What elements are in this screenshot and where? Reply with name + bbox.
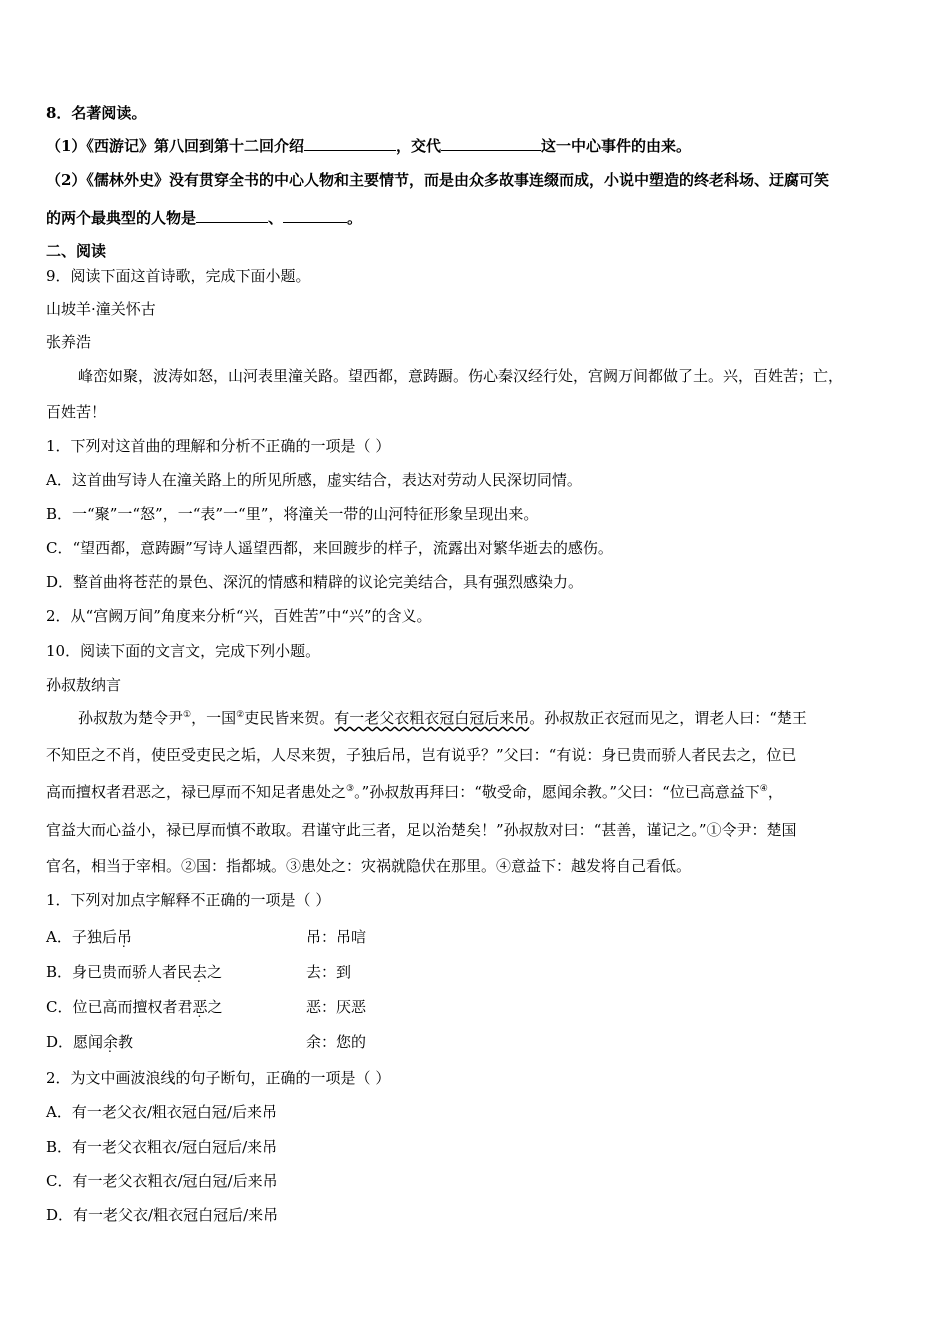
q8-part2-text-c: 。	[347, 209, 363, 227]
option-text: B．身已贵而骄人者民	[46, 963, 193, 981]
classical-text-segment: 吏民皆来贺。	[244, 709, 335, 727]
q8-part1	[46, 136, 691, 156]
poem-line-2: 百姓苦！	[46, 403, 107, 421]
q9-sub2-question: 2．从“宫阙万间”角度来分析“兴，百姓苦”中“兴”的含义。	[46, 607, 432, 625]
q9-option-a: A．这首曲写诗人在潼关路上的所见所感，虚实结合，表达对劳动人民深切同情。	[46, 471, 582, 489]
classical-text-title: 孙叔敖纳言	[46, 676, 122, 694]
q10-option-b	[46, 962, 352, 982]
q10-sub2-option-a: A．有一老父衣/粗衣冠白冠/后来吊	[46, 1103, 277, 1121]
q8-part2-text-b: 、	[268, 209, 284, 227]
dotted-character: 去	[192, 963, 208, 981]
q9-intro: 9．阅读下面这首诗歌，完成下面小题。	[46, 267, 311, 285]
q10-intro: 10．阅读下面的文言文，完成下列小题。	[46, 642, 321, 660]
option-text: 教	[118, 1033, 134, 1051]
q8-part1-text-b: ，交代	[395, 137, 441, 155]
option-explanation: 吊：吊唁	[306, 928, 367, 946]
answer-blank-4[interactable]	[283, 208, 347, 223]
classical-text-segment: 高而擅权者君恶之，禄已厚而不知足者患处之	[46, 783, 347, 801]
answer-blank-3[interactable]	[196, 208, 268, 223]
dotted-character: 吊	[116, 928, 132, 946]
q10-option-d	[46, 1032, 367, 1052]
classical-text-segment: 。孙叔敖正衣冠而见之，谓老人曰：“楚王	[529, 709, 807, 727]
option-text: C．位已高而擅权者君	[46, 998, 193, 1016]
classical-text-notes: 官名，相当于宰相。②国：指都城。③患处之：灾祸就隐伏在那里。④意益下：越发将自己看低。	[46, 857, 692, 875]
q8-title: 8．名著阅读。	[46, 104, 147, 122]
option-text: 之	[207, 998, 223, 1016]
answer-blank-1[interactable]	[304, 136, 396, 151]
dotted-character: 余	[103, 1033, 119, 1051]
q10-option-c	[46, 997, 367, 1017]
poem-title: 山坡羊·潼关怀古	[46, 300, 156, 318]
option-explanation: 恶：厌恶	[306, 998, 367, 1016]
classical-text-line-4: 官益大而心益小，禄已厚而慎不敢取。君谨守此三者，足以治楚矣！”孙叔敖对曰：“甚善，谨记之。”①令尹：楚国	[46, 821, 797, 839]
q8-part1-text-a: （1）《西游记》第八回到第十二回介绍	[46, 137, 304, 155]
classical-text-line-3	[46, 782, 783, 802]
classical-text-segment: 孙叔敖为楚令尹	[78, 709, 184, 727]
wavy-underlined-sentence: 有一老父衣粗衣冠白冠后来吊	[334, 709, 530, 727]
q8-part1-text-c: 这一中心事件的由来。	[540, 137, 691, 155]
q10-option-a	[46, 927, 367, 947]
q9-sub1-question: 1．下列对这首曲的理解和分析不正确的一项是（ ）	[46, 437, 391, 455]
q8-part2-line1: （2）《儒林外史》没有贯穿全书的中心人物和主要情节，而是由众多故事连缀而成，小说中塑造的终老科场、迂腐可笑	[46, 171, 829, 189]
q10-sub1-question: 1．下列对加点字解释不正确的一项是（ ）	[46, 891, 331, 909]
q9-option-c: C．“望西都，意踌蹰”写诗人遥望西都，来回踱步的样子，流露出对繁华逝去的感伤。	[46, 539, 613, 557]
q10-sub2-option-c: C．有一老父衣粗衣/冠白冠/后来吊	[46, 1172, 278, 1190]
footnote-marker-1: ①	[183, 710, 192, 720]
q8-part2-line2	[46, 208, 362, 228]
answer-blank-2[interactable]	[441, 136, 541, 151]
classical-text-line-2: 不知臣之不肖，使臣受吏民之垢，人尽来贺，子独后吊，岂有说乎？”父曰：“有说：身已贵而骄人者民去之，位已	[46, 746, 797, 764]
q10-sub2-option-b: B．有一老父衣粗衣/冠白冠后/来吊	[46, 1138, 278, 1156]
section-heading-reading: 二、阅读	[46, 242, 107, 260]
poem-line-1: 峰峦如聚，波涛如怒，山河表里潼关路。望西都，意踌蹰。伤心秦汉经行处，宫阙万间都做了土。兴，百姓苦；亡，	[78, 367, 844, 385]
classical-text-segment: 。”孙叔敖再拜曰：“敬受命，愿闻余教。”父曰：“位已高意益下	[354, 783, 760, 801]
poem-author: 张养浩	[46, 333, 92, 351]
classical-text-segment: ，一国	[191, 709, 237, 727]
option-explanation: 余：您的	[306, 1033, 367, 1051]
q9-option-d: D．整首曲将苍茫的景色、深沉的情感和精辟的议论完美结合，具有强烈感染力。	[46, 573, 584, 591]
option-text: D．愿闻	[46, 1033, 104, 1051]
classical-text-segment: ，	[767, 783, 783, 801]
q8-part2-text-a: 的两个最典型的人物是	[46, 209, 197, 227]
q10-sub2-question: 2．为文中画波浪线的句子断句，正确的一项是（ ）	[46, 1069, 391, 1087]
q9-option-b: B．一“聚”一“怒”，一“表”一“里”，将潼关一带的山河特征形象呈现出来。	[46, 505, 539, 523]
footnote-marker-4: ④	[759, 784, 768, 794]
footnote-marker-2: ②	[236, 710, 245, 720]
option-text: A．子独后	[46, 928, 117, 946]
footnote-marker-3: ③	[346, 784, 355, 794]
dotted-character: 恶	[192, 998, 208, 1016]
option-text: 之	[207, 963, 223, 981]
q10-sub2-option-d: D．有一老父衣/粗衣冠白冠后/来吊	[46, 1206, 279, 1224]
option-explanation: 去：到	[306, 963, 352, 981]
classical-text-line-1	[78, 708, 807, 728]
